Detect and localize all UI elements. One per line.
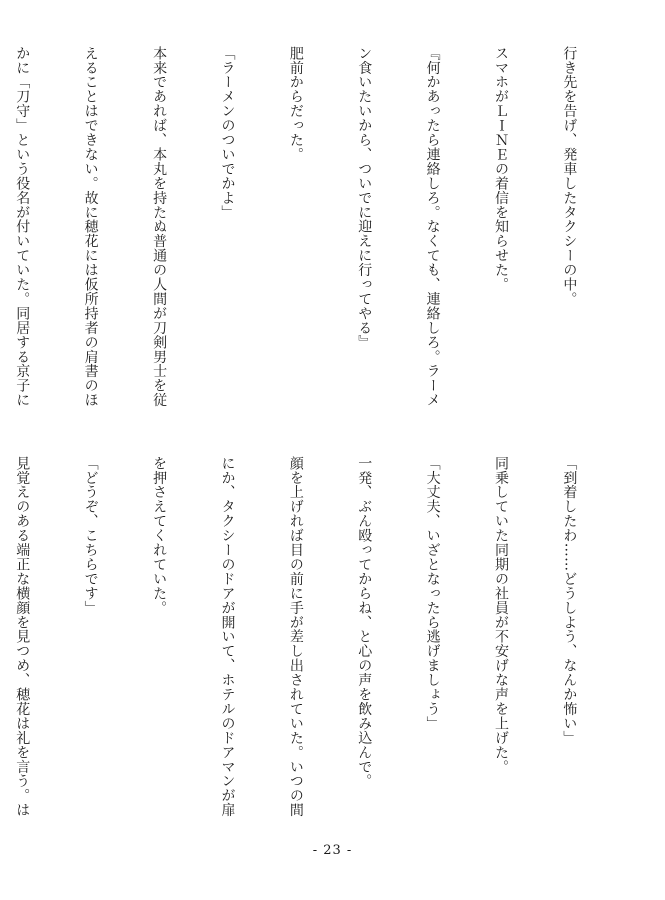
- text-line: 「到着したわ……どうしよう、なんか怖い」: [561, 456, 578, 745]
- text-line: 『何かあったら連絡しろ。なくても、連絡しろ。ラーメ: [424, 46, 441, 408]
- text-line: かに「刀守」という役名が付いていた。同居する京子に: [14, 46, 31, 408]
- text-line: 「どうぞ、こちらです」: [82, 456, 99, 615]
- text-line: 行き先を告げ、発車したタクシーの中。: [561, 46, 578, 307]
- text-line: ン食いたいから、ついでに迎えに行ってやる』: [356, 46, 373, 350]
- page-number: - 23 -: [312, 843, 353, 858]
- text-line: 一発、ぶん殴ってからね、と心の声を飲み込んで。: [356, 456, 373, 789]
- text-line: 肥前からだった。: [287, 46, 304, 162]
- bottom-text-section: [14, 456, 626, 832]
- top-text-section: [14, 46, 626, 422]
- text-line: を押さえてくれていた。: [151, 456, 168, 615]
- text-line: にか、タクシーのドアが開いて、ホテルのドアマンが扉: [219, 456, 236, 818]
- text-line: えることはできない。故に穂花には仮所持者の肩書のほ: [82, 46, 99, 408]
- text-line: 同乗していた同期の社員が不安げな声を上げた。: [493, 456, 510, 774]
- text-line: 本来であれば、本丸を持たぬ普通の人間が刀剣男士を従: [151, 46, 168, 408]
- text-line: 顔を上げれば目の前に手が差し出されていた。いつの間: [287, 456, 304, 818]
- text-line: 「大丈夫、いざとなったら逃げましょう」: [424, 456, 441, 731]
- text-line: 「ラーメンのついでかよ」: [219, 46, 236, 220]
- text-line: 見覚えのある端正な横顔を見つめ、穂花は礼を言う。は: [14, 456, 31, 818]
- text-line: スマホがＬＩＮＥの着信を知らせた。: [493, 46, 510, 292]
